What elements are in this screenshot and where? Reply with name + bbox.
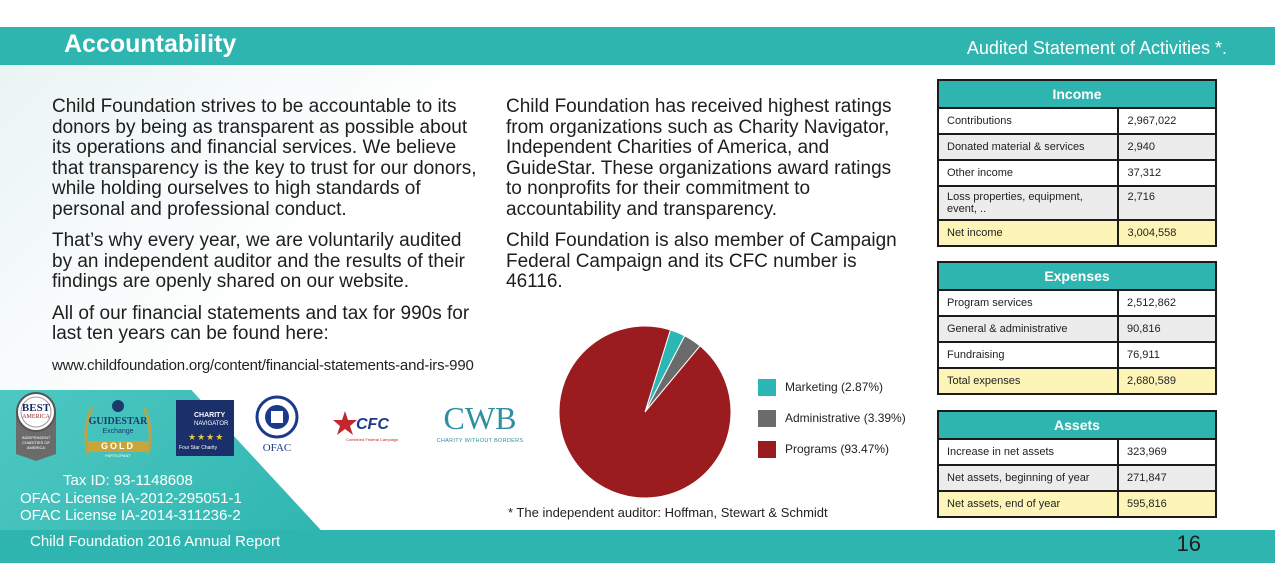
ofac-logo: [252, 394, 302, 458]
expense-value: 90,816: [1118, 316, 1216, 342]
america-text: AMERICA: [22, 414, 50, 420]
income-value: 37,312: [1118, 160, 1216, 186]
asset-label: Net assets, end of year: [938, 491, 1118, 517]
assets-title: Assets: [938, 411, 1216, 439]
legend-swatch-marketing: [758, 379, 776, 396]
ofac-license-1: OFAC License IA-2012-295051-1: [20, 489, 242, 507]
income-label: Loss properties, equipment, event, ..: [938, 186, 1118, 220]
page-number: 16: [1176, 531, 1201, 556]
table-row: [938, 465, 1216, 491]
asset-value: 595,816: [1118, 491, 1216, 517]
cfc-label: CFC: [356, 416, 389, 433]
income-value: 2,940: [1118, 134, 1216, 160]
legend-label-programs: Programs (93.47%): [785, 442, 890, 456]
legend-label-administrative: Administrative (3.39%): [785, 411, 906, 425]
asset-value: 271,847: [1118, 465, 1216, 491]
middle-paragraph-2: Child Foundation is also member of Campaign Federal Campaign and its CFC number is 46116.: [506, 230, 897, 292]
expenses-table: [937, 261, 1217, 395]
table-row: [938, 134, 1216, 160]
income-value: 2,967,022: [1118, 108, 1216, 134]
annual-report-label: Child Foundation 2016 Annual Report: [30, 533, 281, 550]
table-row-total: [938, 220, 1216, 246]
expense-value: 76,911: [1118, 342, 1216, 368]
left-column: [52, 97, 482, 356]
table-row: [938, 290, 1216, 316]
legend-label-marketing: Marketing (2.87%): [785, 380, 884, 394]
table-row: [938, 160, 1216, 186]
income-value: 2,716: [1118, 186, 1216, 220]
navigator-stars: ★★★★: [188, 432, 225, 442]
income-title: Income: [938, 80, 1216, 108]
guidestar-logo: [78, 396, 158, 460]
expense-pie-chart: [540, 320, 750, 505]
cwb-logo: [434, 402, 526, 452]
income-table: [937, 79, 1217, 247]
table-row-total: [938, 491, 1216, 517]
income-label: Net income: [938, 220, 1118, 246]
table-row: [938, 342, 1216, 368]
table-row: [938, 186, 1216, 220]
cwb-caption: CHARITY WITHOUT BORDERS: [436, 438, 524, 444]
accreditation-logos: [12, 392, 532, 462]
legend-swatch-administrative: [758, 410, 776, 427]
tax-info: [20, 472, 260, 525]
expense-value: 2,680,589: [1118, 368, 1216, 394]
cfc-logo: [332, 410, 408, 450]
expense-label: Fundraising: [938, 342, 1118, 368]
assets-table: [937, 410, 1217, 518]
left-paragraph-1: Child Foundation strives to be accountable to its donors by being as transparent as possible about its operations and financial services. We believe that transparency is the key to trust for our donors, while holding ourselves to high standards of personal and professional conduct.: [52, 96, 477, 220]
table-row: [938, 316, 1216, 342]
ofac-label: OFAC: [262, 442, 292, 454]
expense-label: Program services: [938, 290, 1118, 316]
income-label: Contributions: [938, 108, 1118, 134]
table-row: [938, 108, 1216, 134]
cfc-caption: Combined Federal Campaign: [346, 437, 399, 442]
ica-text: INDEPENDENT CHARITIES OF AMERICA: [21, 435, 51, 450]
best-in-america-logo: [12, 392, 60, 462]
guidestar-level: GOLD: [101, 441, 135, 451]
income-label: Other income: [938, 160, 1118, 186]
cwb-label: CWB: [443, 400, 517, 436]
asset-label: Net assets, beginning of year: [938, 465, 1118, 491]
income-label: Donated material & services: [938, 134, 1118, 160]
guidestar-sub: Exchange: [102, 428, 134, 435]
best-text: BEST: [21, 402, 51, 414]
guidestar-tag: PARTICIPANT: [105, 453, 131, 458]
page-title: Accountability: [64, 30, 237, 58]
navigator-line2: NAVIGATOR: [194, 421, 229, 427]
asset-label: Increase in net assets: [938, 439, 1118, 465]
middle-column: [506, 97, 906, 304]
income-value: 3,004,558: [1118, 220, 1216, 246]
pie-svg: [540, 320, 750, 505]
section-title: Audited Statement of Activities *.: [966, 38, 1227, 58]
table-row-total: [938, 368, 1216, 394]
auditor-footnote: * The independent auditor: Hoffman, Stewart & Schmidt: [508, 505, 828, 520]
ofac-license-2: OFAC License IA-2014-311236-2: [20, 507, 241, 524]
middle-paragraph-1: Child Foundation has received highest ratings from organizations such as Charity Navigator, Independent Charities of America, and GuideStar. These organizations award ratings to nonprofits for their commitment to accountability and transparency.: [506, 96, 892, 220]
expense-label: General & administrative: [938, 316, 1118, 342]
left-paragraph-2: That’s why every year, we are voluntarily audited by an independent auditor and the results of their findings are openly shared on our website.: [52, 230, 466, 292]
table-row: [938, 439, 1216, 465]
expenses-title: Expenses: [938, 262, 1216, 290]
asset-value: 323,969: [1118, 439, 1216, 465]
financial-statements-link[interactable]: www.childfoundation.org/content/financial-statements-and-irs-990: [52, 357, 474, 374]
expense-value: 2,512,862: [1118, 290, 1216, 316]
navigator-caption: Four Star Charity: [179, 445, 218, 451]
legend-swatch-programs: [758, 441, 776, 458]
charity-navigator-logo: [176, 400, 234, 456]
navigator-line1: CHARITY: [194, 412, 226, 419]
left-paragraph-3: All of our financial statements and tax for 990s for last ten years can be found here:: [52, 302, 470, 344]
expense-label: Total expenses: [938, 368, 1118, 394]
pie-slice-programs: [559, 326, 731, 498]
guidestar-name: GUIDESTAR: [88, 416, 148, 427]
tax-id: Tax ID: 93-1148608: [63, 472, 193, 489]
